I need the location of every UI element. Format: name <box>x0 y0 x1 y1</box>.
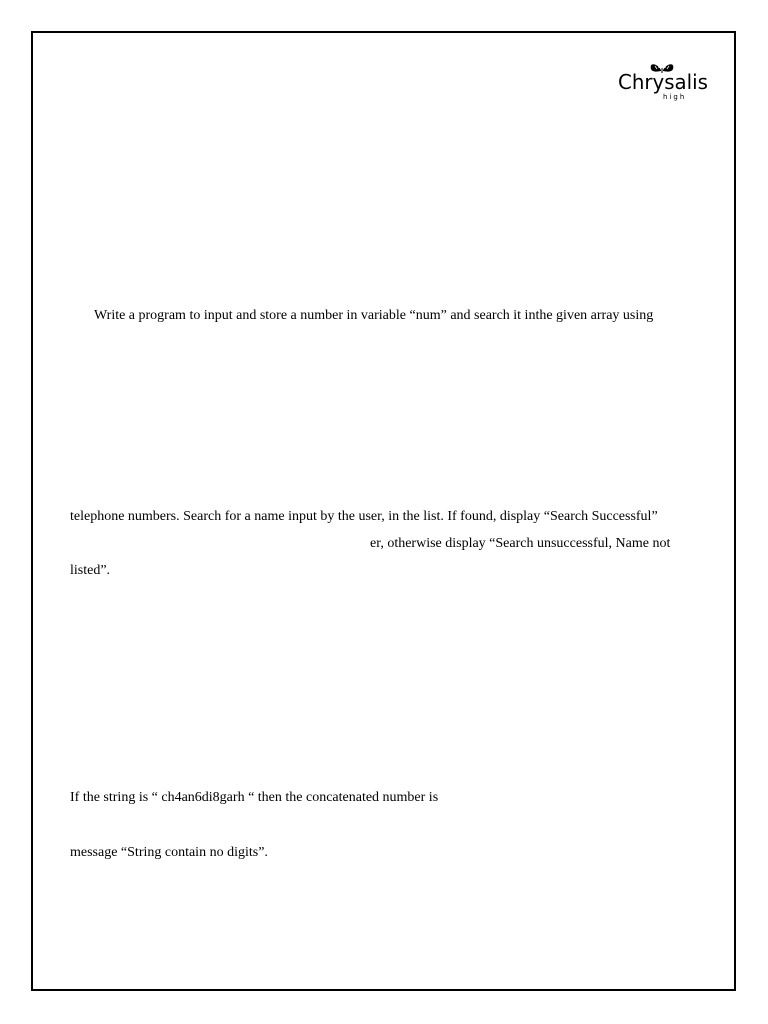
text-line: message “String contain no digits”. <box>70 845 268 860</box>
butterfly-icon <box>617 60 709 102</box>
chrysalis-logo <box>617 60 709 102</box>
logo-tagline: high <box>663 93 687 101</box>
text-line: listed”. <box>70 563 111 578</box>
text-line: If the string is “ ch4an6di8garh “ then the concatenated number is <box>70 790 439 805</box>
text-line: Write a program to input and store a number in variable “num” and search it inthe given array using <box>94 308 654 323</box>
text-line: er, otherwise display “Search unsuccessful, Name not <box>370 536 671 551</box>
logo-wordmark: Chrysalis <box>618 70 708 94</box>
text-line: telephone numbers. Search for a name input by the user, in the list. If found, display “Search Successful” <box>70 509 658 524</box>
